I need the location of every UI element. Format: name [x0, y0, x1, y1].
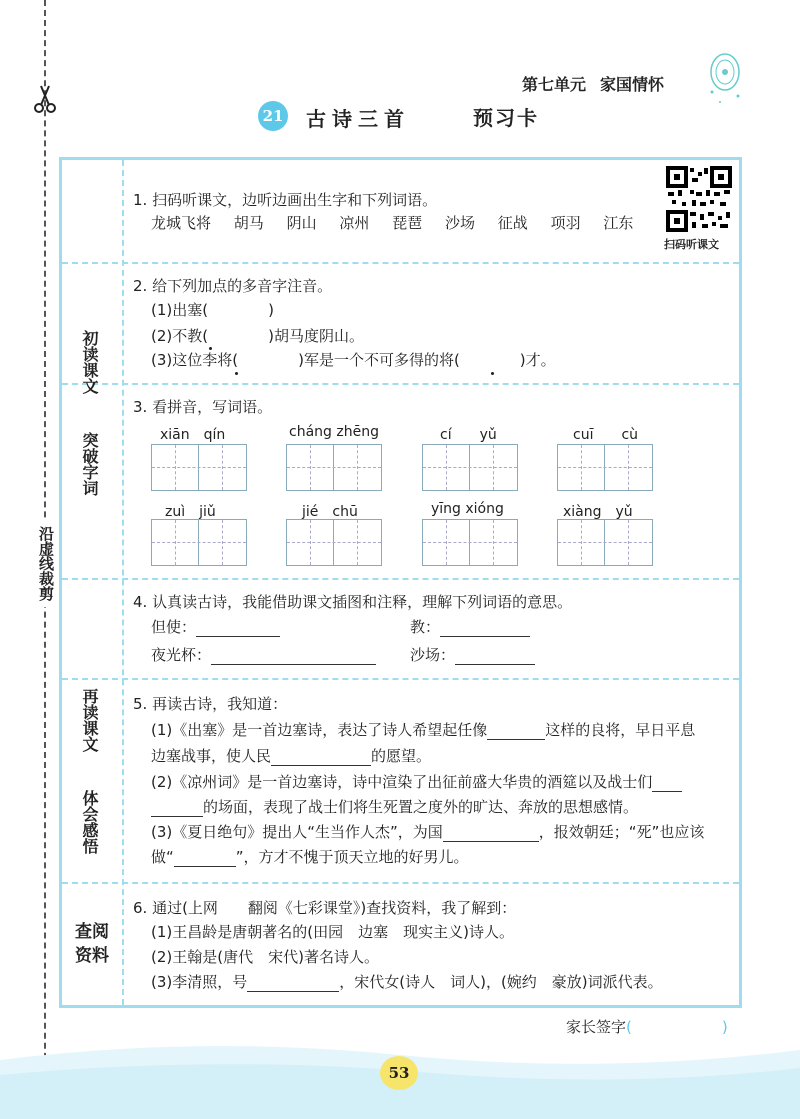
- writing-grid[interactable]: [557, 444, 653, 491]
- q4-term-3: [151, 645, 376, 665]
- answer-blank[interactable]: [211, 649, 376, 665]
- pinyin-label: xiàng yǔ: [563, 504, 633, 520]
- signature-bracket: ( ): [626, 1018, 728, 1036]
- q6-text[interactable]: ，宋代女(诗人 词人)，(婉约 豪放)词派代表。: [339, 973, 663, 991]
- q1-word: 江东: [603, 214, 634, 232]
- q6-line[interactable]: (1)王昌龄是唐朝著名的(田园 边塞 现实主义)诗人。: [151, 923, 514, 941]
- q1-word: 凉州: [339, 214, 370, 232]
- q1-word-list: [151, 213, 633, 233]
- lesson-title: 古诗三首: [306, 107, 410, 131]
- answer-blank[interactable]: [652, 776, 682, 792]
- emphasis-dot: [491, 372, 494, 375]
- writing-grid[interactable]: [151, 444, 247, 491]
- q5-text: (3)《夏日绝句》提出人“生当作人杰”，为国: [151, 823, 443, 841]
- section-label-reread: 再读课文: [80, 688, 99, 752]
- q5-line: [151, 822, 704, 842]
- q1-word: 胡马: [233, 214, 264, 232]
- q2-item-2[interactable]: (2)不教( )胡马度阴山。: [151, 327, 364, 345]
- qr-caption: 扫码听课文: [664, 238, 719, 251]
- writing-grid[interactable]: [286, 519, 382, 566]
- answer-blank[interactable]: [271, 750, 371, 766]
- q5-text: ，报效朝廷；“死”也应该: [538, 823, 705, 841]
- writing-grid[interactable]: [286, 444, 382, 491]
- q4-prompt: 4. 认真读古诗，我能借助课文插图和注释，理解下列词语的意思。: [133, 593, 573, 611]
- q5-text: 边塞战事，使人民: [151, 747, 272, 765]
- q2-item-1[interactable]: (1)出塞( ): [151, 301, 274, 319]
- q4-term-label: 但使：: [151, 618, 197, 636]
- divider: [62, 262, 739, 264]
- q5-line: [151, 720, 695, 740]
- section-label-feel: 体会感悟: [80, 790, 99, 854]
- pinyin-label: cháng zhēng: [289, 424, 379, 440]
- q4-term-label: 夜光杯：: [151, 646, 212, 664]
- emphasis-dot: [209, 347, 212, 350]
- q6-text: (3)李清照，号: [151, 973, 248, 991]
- divider: [62, 578, 739, 580]
- q5-text: 这样的良将，早日平息: [545, 721, 696, 739]
- page-number: 53: [380, 1056, 418, 1090]
- q1-word: 阴山: [286, 214, 317, 232]
- q1-word: 琵琶: [392, 214, 423, 232]
- answer-blank[interactable]: [440, 621, 530, 637]
- q1-word: 沙场: [444, 214, 475, 232]
- q4-term-label: 沙场：: [410, 646, 456, 664]
- q2-prompt: 2. 给下列加点的多音字注音。: [133, 277, 333, 295]
- q5-line: [151, 772, 682, 792]
- q5-line: [151, 746, 431, 766]
- lesson-number: 21: [258, 101, 288, 131]
- divider: [62, 383, 739, 385]
- q1-word: 项羽: [550, 214, 581, 232]
- writing-grid[interactable]: [422, 519, 518, 566]
- q6-prompt: 6. 通过(上网 翻阅《七彩课堂》)查找资料，我了解到：: [133, 899, 517, 917]
- qr-code-icon[interactable]: [666, 166, 732, 232]
- answer-blank[interactable]: [443, 826, 539, 842]
- q3-prompt: 3. 看拼音，写词语。: [133, 398, 273, 416]
- answer-blank[interactable]: [247, 976, 339, 992]
- q5-line: [151, 797, 638, 817]
- section-label-words: 突破字词: [80, 432, 99, 496]
- cut-instruction: 沿虚线裁剪: [32, 520, 56, 607]
- pinyin-label: cuī cù: [573, 427, 639, 443]
- section-label-research-text: 查阅资料: [75, 922, 109, 966]
- answer-blank[interactable]: [455, 649, 535, 665]
- q5-text: ”，方才不愧于顶天立地的好男儿。: [235, 848, 469, 866]
- emphasis-dot: [235, 372, 238, 375]
- q4-term-2: [410, 617, 530, 637]
- sidebar-divider: [122, 160, 124, 1005]
- unit-theme: 家国情怀: [600, 75, 665, 94]
- q5-text: 做“: [151, 848, 174, 866]
- q4-term-label: 教：: [410, 618, 441, 636]
- divider: [62, 882, 739, 884]
- q1-word: 龙城飞将: [151, 214, 212, 232]
- pinyin-label: zuì jiǔ: [165, 504, 216, 520]
- answer-blank[interactable]: [196, 621, 280, 637]
- q2-item-3[interactable]: (3)这位李将( )军是一个不可多得的将( )才。: [151, 351, 556, 369]
- card-type: 预习卡: [473, 106, 539, 130]
- divider: [62, 678, 739, 680]
- q6-line: [151, 972, 663, 992]
- writing-grid[interactable]: [557, 519, 653, 566]
- pinyin-label: cí yǔ: [440, 427, 497, 443]
- parent-signature-label: 家长签字: [566, 1018, 627, 1036]
- section-label-first-read: 初读课文: [80, 330, 99, 394]
- answer-blank[interactable]: [174, 851, 236, 867]
- q5-text: (1)《出塞》是一首边塞诗，表达了诗人希望起任像: [151, 721, 488, 739]
- q5-text: 的愿望。: [371, 747, 432, 765]
- unit-label: 第七单元: [522, 75, 587, 94]
- unit-header: [522, 72, 664, 95]
- section-label-research: [62, 920, 122, 968]
- q5-text: (2)《凉州词》是一首边塞诗，诗中渲染了出征前盛大华贵的酒筵以及战士们: [151, 773, 653, 791]
- q4-term-4: [410, 645, 535, 665]
- scissors-icon: [32, 84, 58, 114]
- q1-prompt: 1. 扫码听课文，边听边画出生字和下列词语。: [133, 191, 438, 209]
- pinyin-label: jié chū: [302, 504, 358, 520]
- writing-grid[interactable]: [422, 444, 518, 491]
- pinyin-label: yīng xióng: [431, 501, 504, 517]
- q5-prompt: 5. 再读古诗，我知道：: [133, 695, 288, 713]
- q5-line: [151, 847, 469, 867]
- q5-text: 的场面，表现了战士们将生死置之度外的旷达、奔放的思想感情。: [203, 798, 639, 816]
- answer-blank[interactable]: [487, 724, 545, 740]
- writing-grid[interactable]: [151, 519, 247, 566]
- q6-line[interactable]: (2)王翰是(唐代 宋代)著名诗人。: [151, 948, 379, 966]
- pinyin-label: xiān qín: [160, 427, 226, 443]
- flower-decoration-icon: [700, 48, 750, 108]
- answer-blank[interactable]: [151, 801, 203, 817]
- q1-word: 征战: [497, 214, 528, 232]
- q4-term-1: [151, 617, 280, 637]
